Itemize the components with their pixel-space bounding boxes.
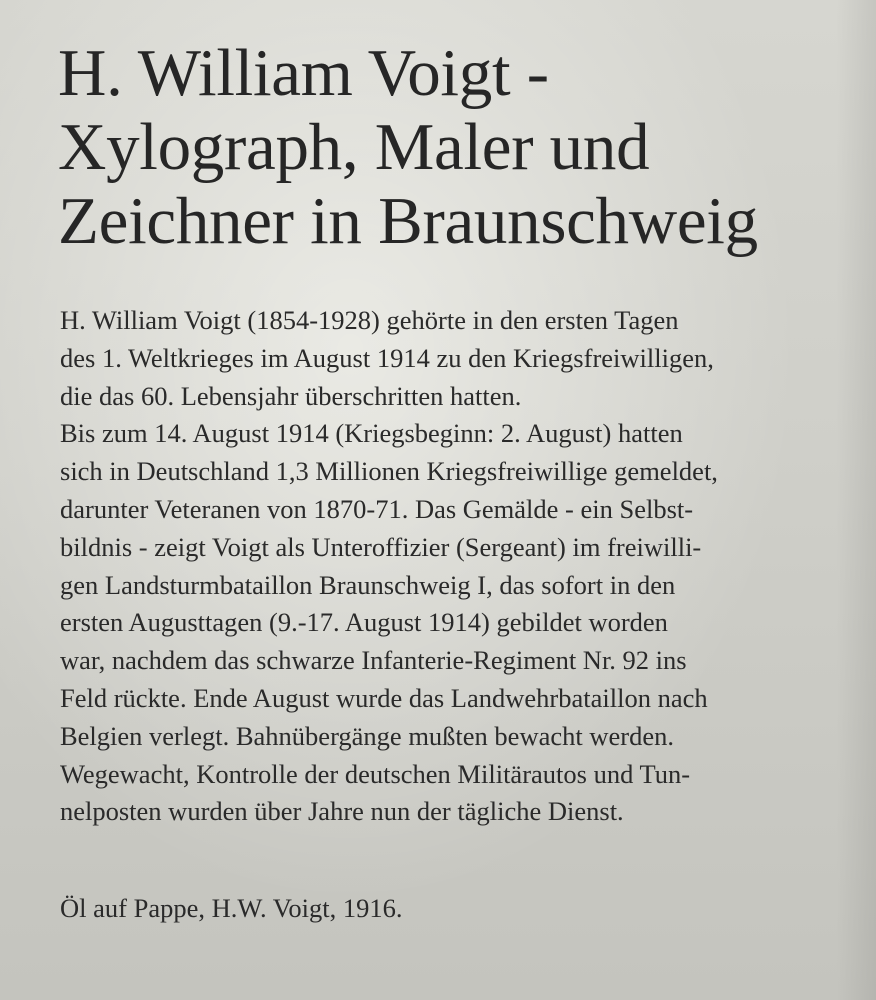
body-line: nelposten wurden über Jahre nun der tägliche Dienst. [60,796,624,827]
body-line: die das 60. Lebensjahr überschritten hatten. [60,380,522,411]
body-line: sich in Deutschland 1,3 Millionen Kriegsfreiwillige gemeldet, [60,456,718,487]
label-body-text [60,302,870,831]
title-line: Xylograph, Maler und [58,110,650,184]
title-line: Zeichner in Braunschweig [58,184,758,258]
artwork-caption: Öl auf Pappe, H.W. Voigt, 1916. [60,893,403,923]
body-line: Belgien verlegt. Bahnübergänge mußten bewacht werden. [60,720,674,751]
body-line: Feld rückte. Ende August wurde das Landwehrbataillon nach [60,682,708,713]
body-line: gen Landsturmbataillon Braunschweig I, das sofort in den [60,569,676,600]
body-line: darunter Veteranen von 1870-71. Das Gemälde - ein Selbst- [60,493,694,524]
label-title [58,36,868,258]
body-line: Wegewacht, Kontrolle der deutschen Militärautos und Tun- [60,758,691,789]
body-line: ersten Augusttagen (9.-17. August 1914) gebildet worden [60,607,668,638]
body-line: H. William Voigt (1854-1928) gehörte in den ersten Tagen [60,305,679,335]
body-line: war, nachdem das schwarze Infanterie-Regiment Nr. 92 ins [60,645,687,676]
body-line: des 1. Weltkrieges im August 1914 zu den Kriegsfreiwilligen, [60,342,714,373]
body-line: Bis zum 14. August 1914 (Kriegsbeginn: 2. August) hatten [60,418,683,449]
body-line: bildnis - zeigt Voigt als Unteroffizier (Sergeant) im freiwilli- [60,531,702,562]
title-line: H. William Voigt - [58,36,549,110]
